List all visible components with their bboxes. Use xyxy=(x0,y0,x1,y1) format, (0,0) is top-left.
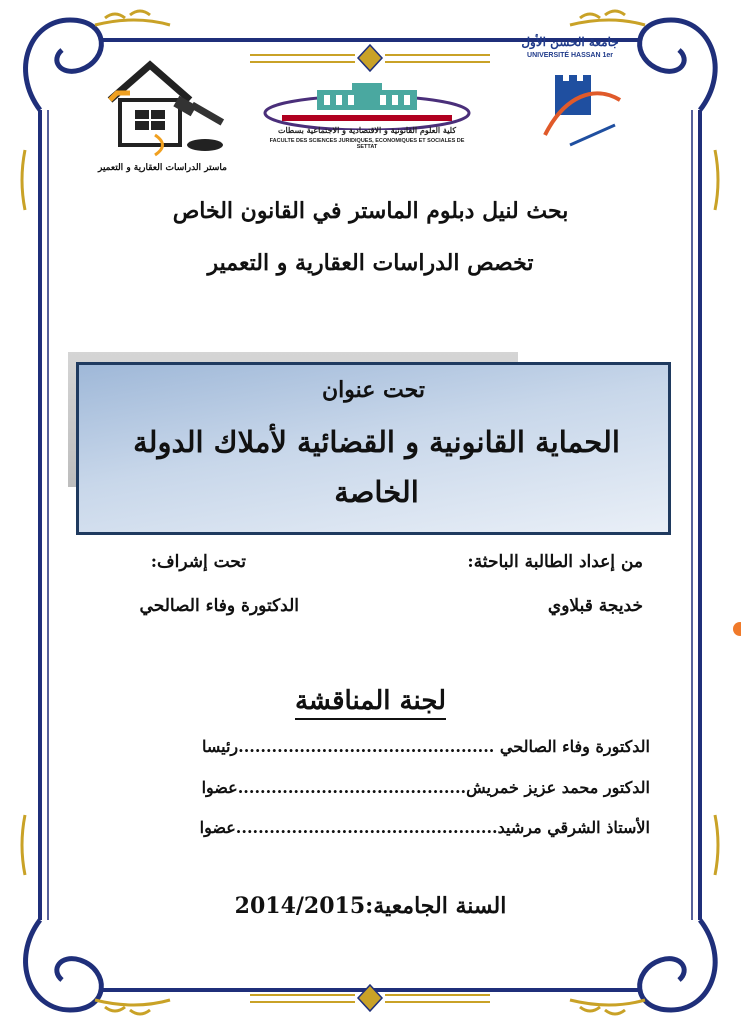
committee-member: الدكتور محمد عزيز خمريش.........................................عضوا xyxy=(201,778,650,797)
specialization-line: تخصص الدراسات العقارية و التعمير xyxy=(207,250,534,276)
master-logo-caption: ماستر الدراسات العقارية و التعمير xyxy=(98,163,227,173)
academic-year: السنة الجامعية:2014/2015 xyxy=(234,893,507,919)
prepared-by-label: من إعداد الطالبة الباحثة: xyxy=(467,552,643,572)
university-french-name: UNIVERSITÉ HASSAN 1er xyxy=(527,52,613,59)
title-box xyxy=(76,362,671,535)
master-logo xyxy=(95,55,230,185)
committee-member: الأستاذ الشرقي مرشيد...............................................عضوا xyxy=(199,818,650,837)
committee-heading xyxy=(0,686,741,716)
committee-member: الدكتورة وفاء الصالحي ..............................................رئيسا xyxy=(201,737,650,756)
university-tower-icon xyxy=(535,65,625,155)
faculty-french-name: FACULTE DES SCIENCES JURIDIQUES, ECONOMIQUES ET SOCIALES DE SETTAT xyxy=(269,138,465,150)
university-logo xyxy=(515,35,635,155)
title-label: تحت عنوان xyxy=(322,377,425,403)
faculty-logo xyxy=(262,75,472,155)
degree-line: بحث لنيل دبلوم الماستر في القانون الخاص xyxy=(172,198,569,224)
student-name: خديجة قبلاوي xyxy=(547,596,643,616)
committee-heading-text: لجنة المناقشة xyxy=(295,686,446,720)
supervisor-label: تحت إشراف: xyxy=(150,552,246,572)
orange-dot xyxy=(733,622,741,636)
thesis-title: الحماية القانونية و القضائية لأملاك الدولة الخاصة xyxy=(133,425,620,509)
house-gavel-icon xyxy=(95,55,230,160)
university-arabic-name: جامعة الحسن الأول xyxy=(521,35,619,49)
supervisor-name: الدكتورة وفاء الصالحي xyxy=(139,596,299,616)
faculty-building-icon xyxy=(262,75,472,130)
faculty-arabic-name: كلية العلوم القانونية و الاقتصادية و الاجتماعية بسطات xyxy=(277,125,457,135)
